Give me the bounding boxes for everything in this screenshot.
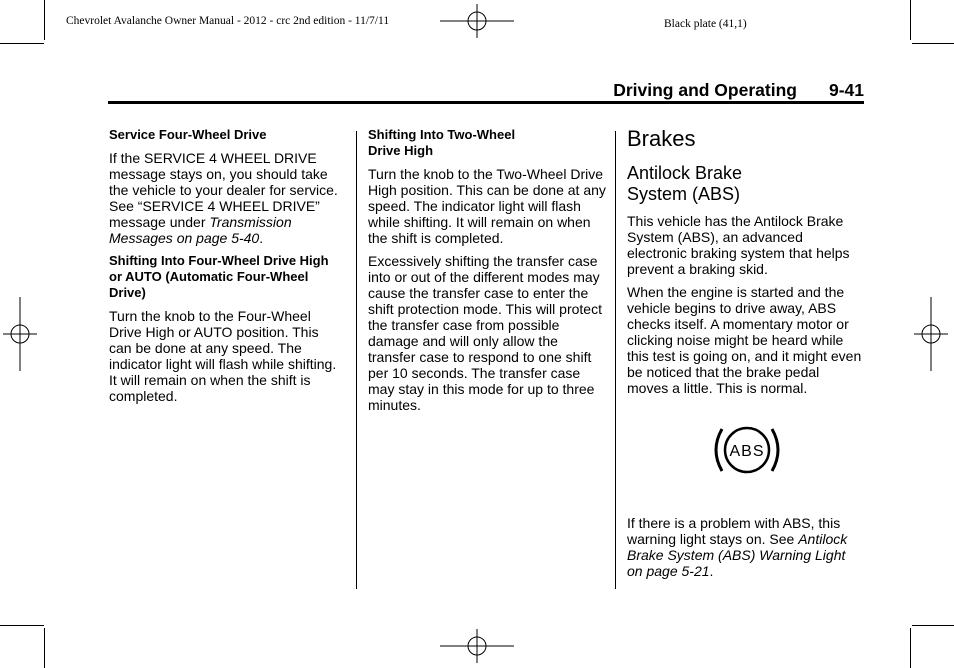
heading-2wd-high: Shifting Into Two-Wheel Drive High xyxy=(368,127,516,158)
section-header xyxy=(613,80,864,101)
abs-warning-light-link[interactable]: Antilock Brake System (ABS) Warning Light on page 5-21 xyxy=(627,531,848,579)
heading-brakes: Brakes xyxy=(627,126,696,151)
crop-mark xyxy=(910,628,911,668)
registration-mark-top xyxy=(440,4,514,38)
crop-mark xyxy=(912,625,954,626)
column-divider xyxy=(356,131,357,589)
column-1 xyxy=(109,127,345,411)
crop-mark xyxy=(910,0,911,40)
abs-warning-light xyxy=(627,403,863,515)
crop-mark xyxy=(0,43,44,44)
column-3 xyxy=(627,127,863,586)
crop-mark xyxy=(44,0,45,40)
paragraph-4wd-high: Turn the knob to the Four-Wheel Drive High or AUTO position. This can be done at any speed. The indicator light will flash while shifting. It will remain on when the shift is completed. xyxy=(109,308,337,404)
manual-info: Chevrolet Avalanche Owner Manual - 2012 - crc 2nd edition - 11/7/11 xyxy=(66,15,390,27)
paragraph-abs-problem xyxy=(627,515,863,579)
column-2 xyxy=(368,127,608,420)
registration-mark-bottom xyxy=(440,629,514,663)
transmission-messages-link[interactable]: Transmission Messages on page 5-40 xyxy=(109,214,292,246)
heading-service-4wd: Service Four-Wheel Drive xyxy=(109,127,267,142)
problem-text: If there is a problem with ABS, this warning light stays on. See xyxy=(627,515,841,547)
abs-warning-icon xyxy=(714,424,780,476)
registration-mark-left xyxy=(3,297,37,371)
heading-4wd-high: Shifting Into Four-Wheel Drive High or AUTO (Automatic Four-Wheel Drive) xyxy=(109,253,329,300)
service-end: . xyxy=(259,230,264,246)
plate-label: Black plate (41,1) xyxy=(664,18,747,30)
abs-icon-label: ABS xyxy=(729,443,765,460)
paragraph-abs-intro: This vehicle has the Antilock Brake System (ABS), an advanced electronic braking system that helps prevent a braking skid. xyxy=(627,213,850,277)
page-number: 9-41 xyxy=(828,80,864,100)
column-divider xyxy=(615,131,616,589)
section-title: Driving and Operating xyxy=(613,80,797,100)
service-text: If the SERVICE 4 WHEEL DRIVE message stays on, you should take the vehicle to your dealer for service. See “SERVICE 4 WHEEL DRIVE” message under xyxy=(109,150,338,230)
crop-mark xyxy=(0,625,44,626)
crop-mark xyxy=(44,628,45,668)
paragraph-excessive-shifting: Excessively shifting the transfer case into or out of the different modes may cause the transfer case to enter the shift protection mode. This will protect the transfer case from possible damage and will only allow the transfer case to respond to one shift per 10 seconds. The transfer case may stay in this mode for up to three minutes. xyxy=(368,253,602,413)
paragraph-abs-self-check: When the engine is started and the vehicle begins to drive away, ABS checks itself. A momentary motor or clicking noise might be heard while this test is going on, and it might even be noticed that the brake pedal moves a little. This is normal. xyxy=(627,284,862,396)
heading-abs: Antilock Brake System (ABS) xyxy=(627,163,743,204)
paragraph-2wd-high: Turn the knob to the Two-Wheel Drive High position. This can be done at any speed. The indicator light will flash while shifting. It will remain on when the shift is completed. xyxy=(368,166,606,246)
crop-mark xyxy=(912,43,954,44)
registration-mark-right xyxy=(914,297,948,371)
problem-end: . xyxy=(709,563,714,579)
header-rule xyxy=(108,101,864,104)
paragraph-service-4wd xyxy=(109,150,345,246)
